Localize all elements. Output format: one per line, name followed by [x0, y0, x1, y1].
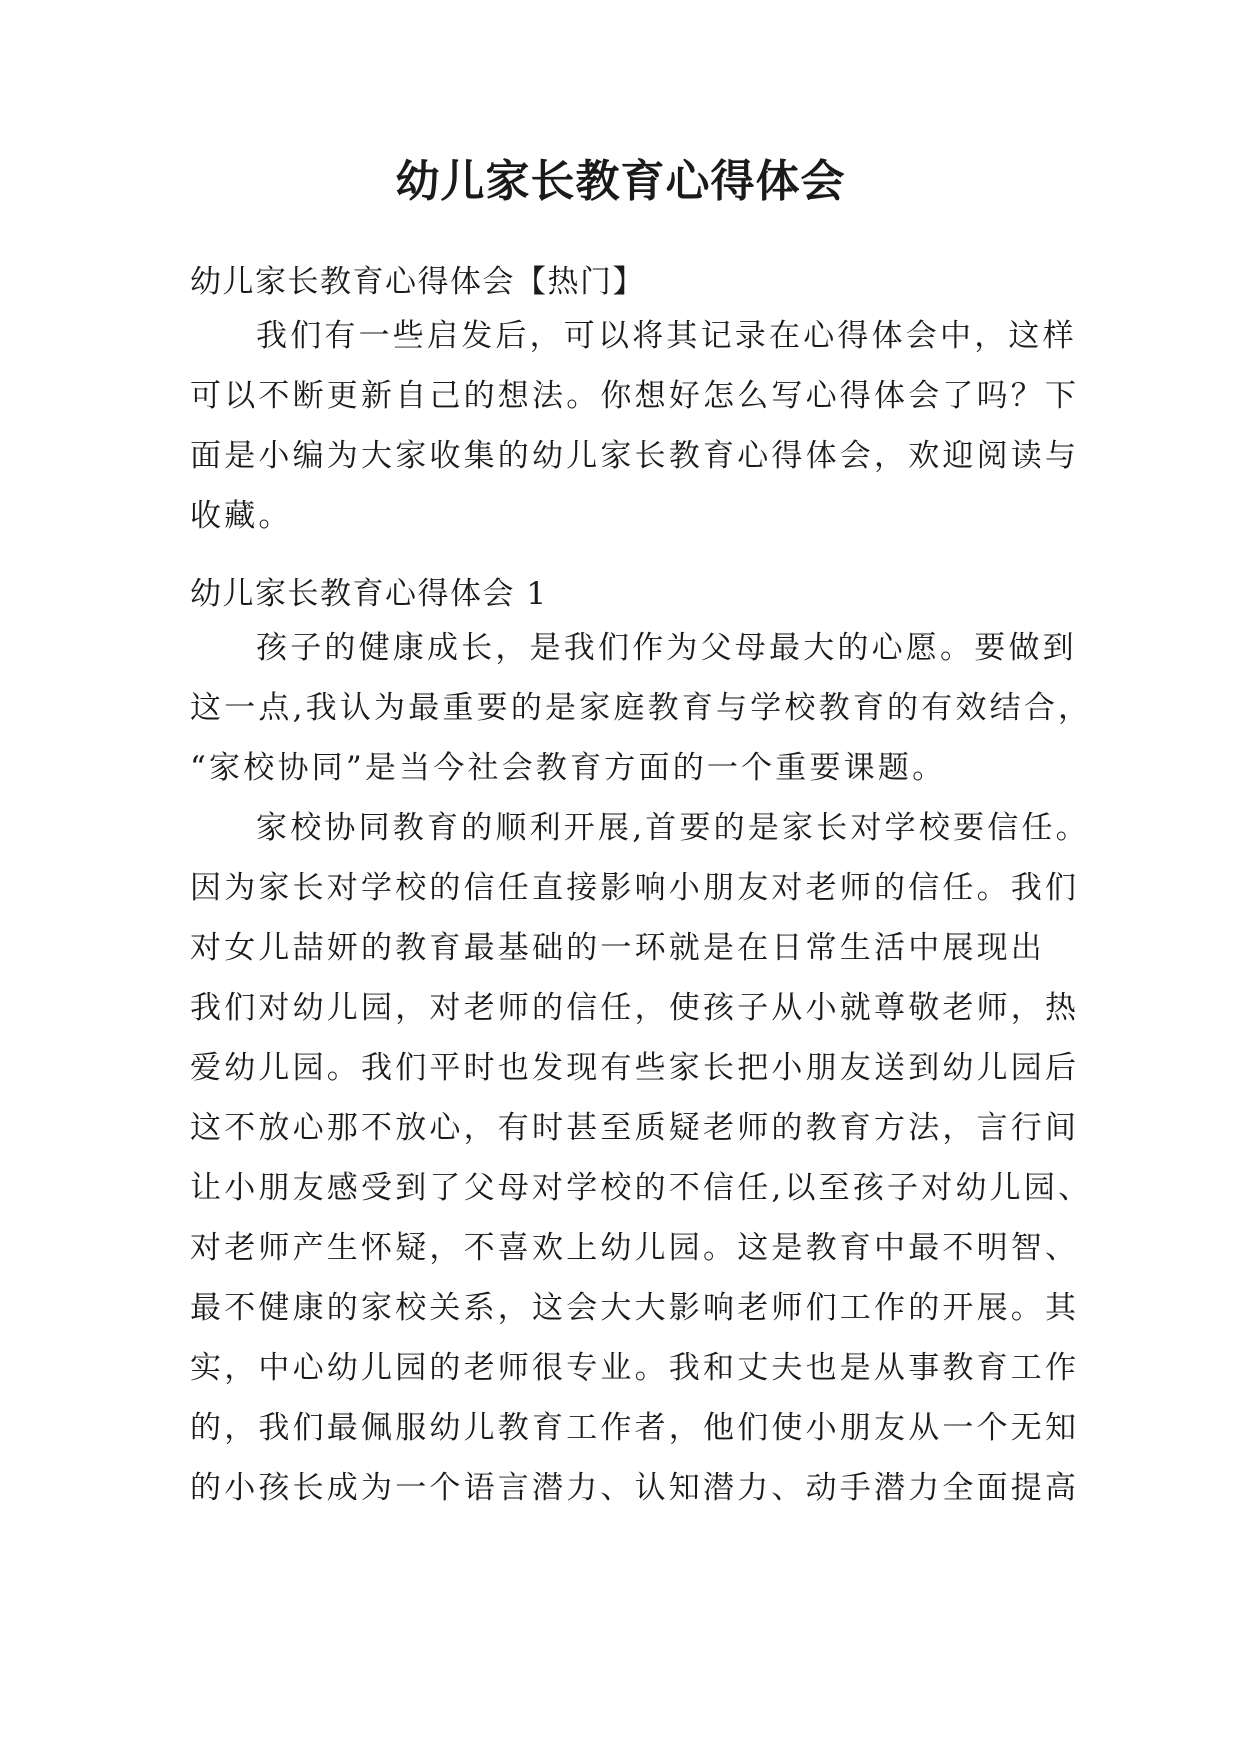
text-line: 我们对幼儿园，对老师的信任，使孩子从小就尊敬老师，热	[190, 990, 1080, 1026]
section1-paragraph1	[190, 618, 1093, 798]
text-line: 可以不断更新自己的想法。你想好怎么写心得体会了吗？下	[190, 378, 1080, 414]
intro-paragraph	[190, 306, 1080, 546]
text-line: 这一点,我认为最重要的是家庭教育与学校教育的有效结合，	[190, 690, 1093, 726]
text-line: 因为家长对学校的信任直接影响小朋友对老师的信任。我们	[190, 870, 1080, 906]
document-title: 幼儿家长教育心得体会	[395, 156, 846, 207]
text-line: 爱幼儿园。我们平时也发现有些家长把小朋友送到幼儿园后	[190, 1050, 1080, 1086]
text-line: “家校协同”是当今社会教育方面的一个重要课题。	[190, 750, 947, 786]
text-line: 这不放心那不放心，有时甚至质疑老师的教育方法，言行间	[190, 1110, 1080, 1146]
text-line: 对老师产生怀疑，不喜欢上幼儿园。这是教育中最不明智、	[190, 1230, 1080, 1266]
text-line: 的，我们最佩服幼儿教育工作者，他们使小朋友从一个无知	[190, 1410, 1080, 1446]
intro-heading: 幼儿家长教育心得体会【热门】	[190, 264, 645, 300]
text-line: 我们有一些启发后，可以将其记录在心得体会中，这样	[256, 318, 1077, 354]
text-line: 最不健康的家校关系，这会大大影响老师们工作的开展。其	[190, 1290, 1080, 1326]
text-line: 家校协同教育的顺利开展,首要的是家长对学校要信任。	[256, 810, 1090, 846]
section1-paragraph2	[190, 798, 1093, 1518]
text-line: 收藏。	[190, 498, 293, 534]
section1-heading: 幼儿家长教育心得体会 1	[190, 576, 548, 612]
text-line: 面是小编为大家收集的幼儿家长教育心得体会，欢迎阅读与	[190, 438, 1080, 474]
text-line: 实，中心幼儿园的老师很专业。我和丈夫也是从事教育工作	[190, 1350, 1080, 1386]
text-line: 让小朋友感受到了父母对学校的不信任,以至孩子对幼儿园、	[190, 1170, 1093, 1206]
text-line: 的小孩长成为一个语言潜力、认知潜力、动手潜力全面提高	[190, 1470, 1080, 1506]
text-line: 孩子的健康成长，是我们作为父母最大的心愿。要做到	[256, 630, 1077, 666]
text-line: 对女儿喆妍的教育最基础的一环就是在日常生活中展现出	[190, 930, 1045, 966]
